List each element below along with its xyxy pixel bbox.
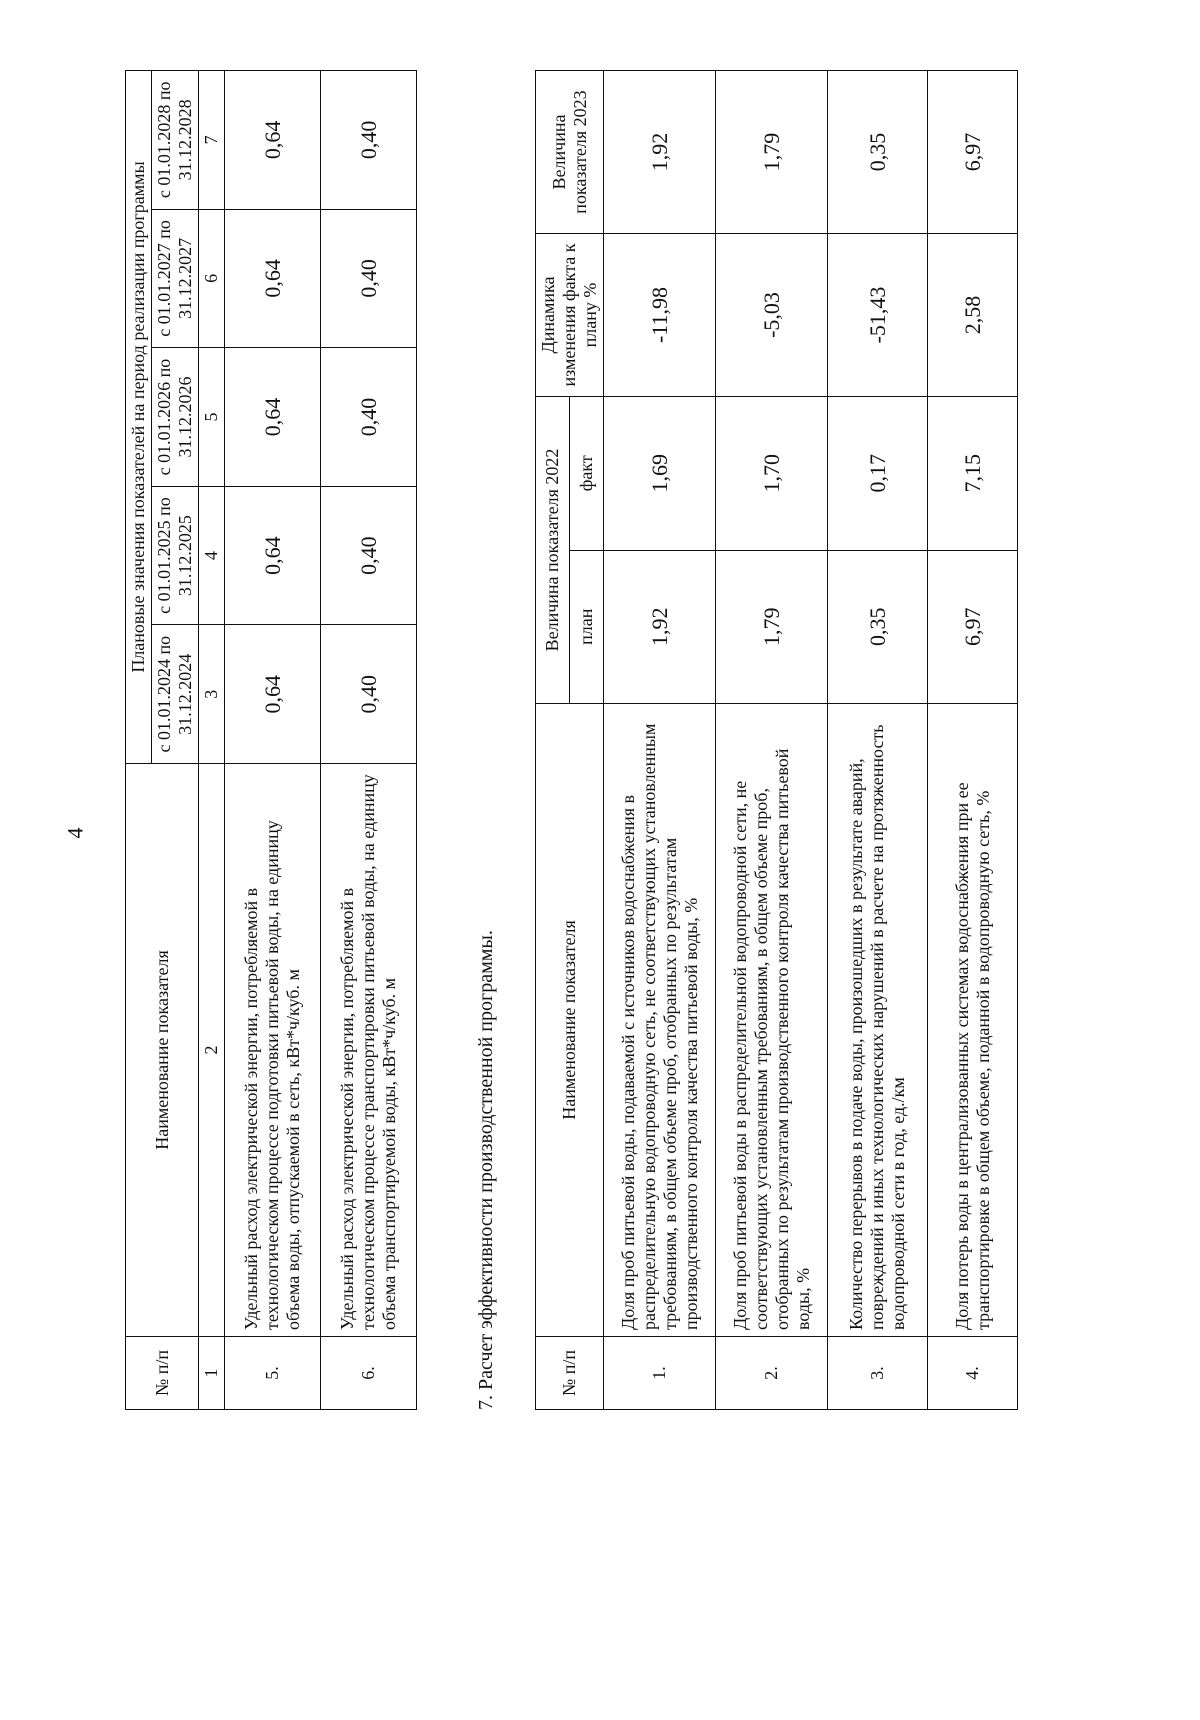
value-cell: 0,64 (225, 209, 321, 348)
plan-value: 6,97 (928, 550, 1018, 703)
col-name-header: Наименование показателя (536, 704, 604, 1337)
col-2022-header: Величина показателя 2022 (536, 397, 570, 704)
value-cell: 0,40 (321, 348, 417, 487)
dynamics-value: -5,03 (716, 234, 828, 397)
fact-value: 1,70 (716, 397, 828, 551)
row-number: 6. (321, 1337, 417, 1410)
table-row (928, 71, 1018, 1410)
col-plan-header: Плановые значения показателей на период реализации программы (126, 71, 152, 764)
row-number: 4. (928, 1337, 1018, 1410)
dynamics-value: -11,98 (604, 234, 716, 397)
value-cell: 0,64 (225, 348, 321, 487)
column-number: 5 (199, 348, 225, 487)
value-cell: 0,40 (321, 625, 417, 764)
indicator-name: Количество перерывов в подаче воды, произошедших в результате аварий, повреждений и иных технологических нарушений в расчете на протяженность водопроводной сети в год, ед./км (828, 704, 928, 1337)
value-2023: 0,35 (828, 71, 928, 234)
indicator-name: Удельный расход электрической энергии, потребляемой в технологическом процессе транспортировки питьевой воды, на единицу объема транспортируемой воды, кВт*ч/куб. м (321, 764, 417, 1337)
planned-values-table (125, 70, 417, 1410)
column-number: 2 (199, 764, 225, 1337)
table-header-row (536, 71, 570, 1410)
value-cell: 0,40 (321, 209, 417, 348)
period-header: с 01.01.2027 по 31.12.2027 (152, 209, 199, 348)
row-number: 3. (828, 1337, 928, 1410)
table-row (604, 71, 716, 1410)
plan-value: 1,79 (716, 550, 828, 703)
table-row (225, 71, 321, 1410)
column-number: 1 (199, 1337, 225, 1410)
value-cell: 0,64 (225, 625, 321, 764)
period-header: с 01.01.2025 по 31.12.2025 (152, 486, 199, 625)
dynamics-value: 2,58 (928, 234, 1018, 397)
period-header: с 01.01.2026 по 31.12.2026 (152, 348, 199, 487)
value-cell: 0,40 (321, 486, 417, 625)
value-2023: 1,79 (716, 71, 828, 234)
section-title: 7. Расчет эффективности производственной программы. (475, 930, 497, 1410)
dynamics-value: -51,43 (828, 234, 928, 397)
column-number: 7 (199, 71, 225, 210)
fact-value: 7,15 (928, 397, 1018, 551)
column-number: 4 (199, 486, 225, 625)
plan-value: 1,92 (604, 550, 716, 703)
indicator-name: Доля проб питьевой воды в распределительной водопроводной сети, не соответствующих установленным требованиям, в общем объеме проб, отобранных по результатам производственного контроля качества питьевой воды, % (716, 704, 828, 1337)
column-number: 3 (199, 625, 225, 764)
col-2023-header: Величина показателя 2023 (536, 71, 604, 234)
row-number: 2. (716, 1337, 828, 1410)
column-number: 6 (199, 209, 225, 348)
page-number: 4 (62, 827, 88, 839)
fact-value: 1,69 (604, 397, 716, 551)
row-number: 5. (225, 1337, 321, 1410)
col-name-header: Наименование показателя (126, 764, 199, 1337)
row-number: 1. (604, 1337, 716, 1410)
col-number-header: № п/п (536, 1337, 604, 1410)
value-cell: 0,64 (225, 71, 321, 210)
period-header: с 01.01.2028 по 31.12.2028 (152, 71, 199, 210)
value-cell: 0,64 (225, 486, 321, 625)
fact-header: факт (570, 397, 604, 551)
indicator-name: Доля потерь воды в централизованных системах водоснабжения при ее транспортировке в общем объеме, поданной в водопроводную сеть, % (928, 704, 1018, 1337)
indicator-name: Доля проб питьевой воды, подаваемой с источников водоснабжения в распределительную водопроводную сеть, не соответствующих установленным требованиям, в общем объеме проб, отобранных по результатам производственного контроля качества питьевой воды, % (604, 704, 716, 1337)
value-2023: 6,97 (928, 71, 1018, 234)
fact-value: 0,17 (828, 397, 928, 551)
indicator-name: Удельный расход электрической энергии, потребляемой в технологическом процессе подготовки питьевой воды, на единицу объема воды, отпускаемой в сеть, кВт*ч/куб. м (225, 764, 321, 1337)
table-row (828, 71, 928, 1410)
plan-header: план (570, 550, 604, 703)
efficiency-table (535, 70, 1018, 1410)
col-dynamics-header: Динамика изменения факта к плану % (536, 234, 604, 397)
plan-value: 0,35 (828, 550, 928, 703)
period-header: с 01.01.2024 по 31.12.2024 (152, 625, 199, 764)
col-number-header: № п/п (126, 1337, 199, 1410)
table-row (321, 71, 417, 1410)
table-header-row (126, 71, 152, 1410)
value-2023: 1,92 (604, 71, 716, 234)
table-row (716, 71, 828, 1410)
value-cell: 0,40 (321, 71, 417, 210)
column-number-row (199, 71, 225, 1410)
